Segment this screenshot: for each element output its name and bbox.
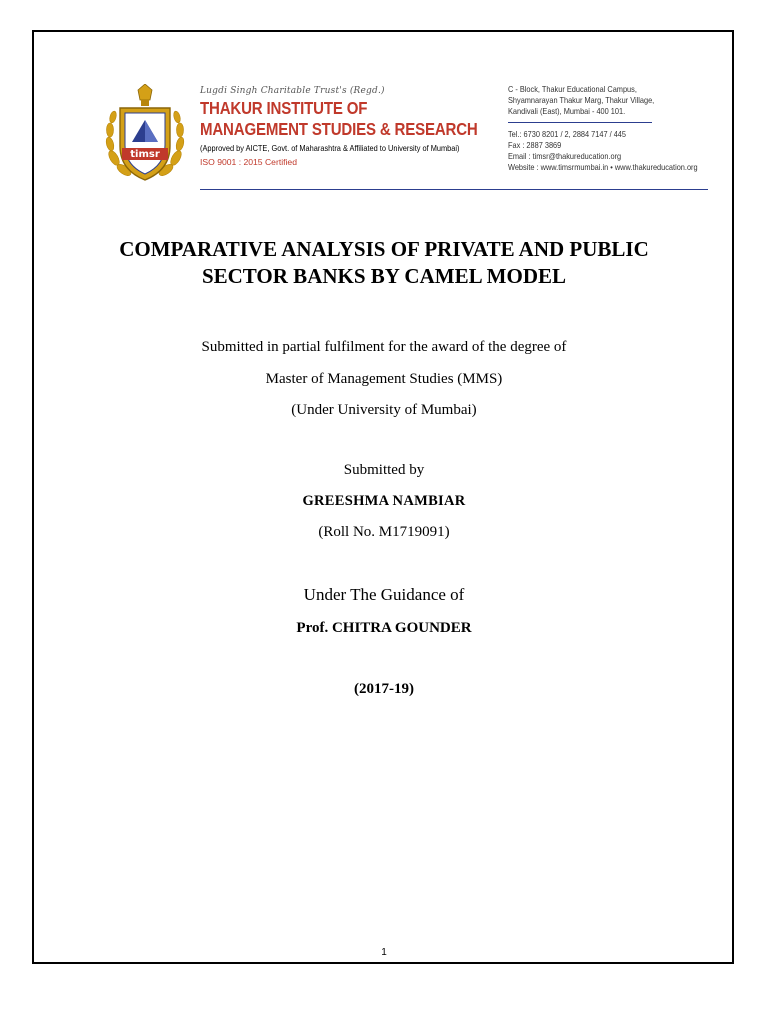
document-title [34,236,734,290]
guidance-label: Under The Guidance of [303,585,465,604]
contact-block [508,84,708,173]
website-line: Website : www.timsrmumbai.in • www.thakureducation.org [508,163,698,173]
submitted-by-label: Submitted by [343,462,425,478]
university-name: (Under University of Mumbai) [291,402,477,418]
iso-certification: ISO 9001 : 2015 Certified [200,157,297,167]
page-number: 1 [381,947,387,958]
submission-statement: Submitted in partial fulfilment for the award of the degree of [201,339,567,355]
institute-name-line2: MANAGEMENT STUDIES & RESEARCH [200,119,478,139]
contact-divider [508,122,652,123]
header-rule [200,189,708,190]
institute-crest-icon [100,84,190,188]
title-line2: SECTOR BANKS BY CAMEL MODEL [201,264,567,288]
logo-text: timsr [130,149,160,160]
approval-line: (Approved by AICTE, Govt. of Maharashtra & Affiliated to University of Mumbai) [200,143,460,153]
academic-years: (2017-19) [354,681,414,697]
institute-name-line1: THAKUR INSTITUTE OF [200,98,368,118]
roll-number: (Roll No. M1719091) [318,524,450,540]
degree-name: Master of Management Studies (MMS) [265,371,503,387]
address-line: C - Block, Thakur Educational Campus, [508,85,637,94]
address-line: Kandivali (East), Mumbai - 400 101. [508,107,626,117]
tel-line: Tel.: 6730 8201 / 2, 2884 7147 / 445 [508,129,626,139]
guide-name: Prof. CHITRA GOUNDER [296,620,472,636]
trust-line: Lugdi Singh Charitable Trust's (Regd.) [200,86,385,96]
email-line: Email : timsr@thakureducation.org [508,152,622,162]
student-name: GREESHMA NAMBIAR [302,493,466,509]
address-line: Shyamnarayan Thakur Marg, Thakur Village, [508,96,655,106]
fax-line: Fax : 2887 3869 [508,140,562,150]
institute-name-block [200,84,478,167]
title-line1: COMPARATIVE ANALYSIS OF PRIVATE AND PUBLIC [119,237,649,261]
